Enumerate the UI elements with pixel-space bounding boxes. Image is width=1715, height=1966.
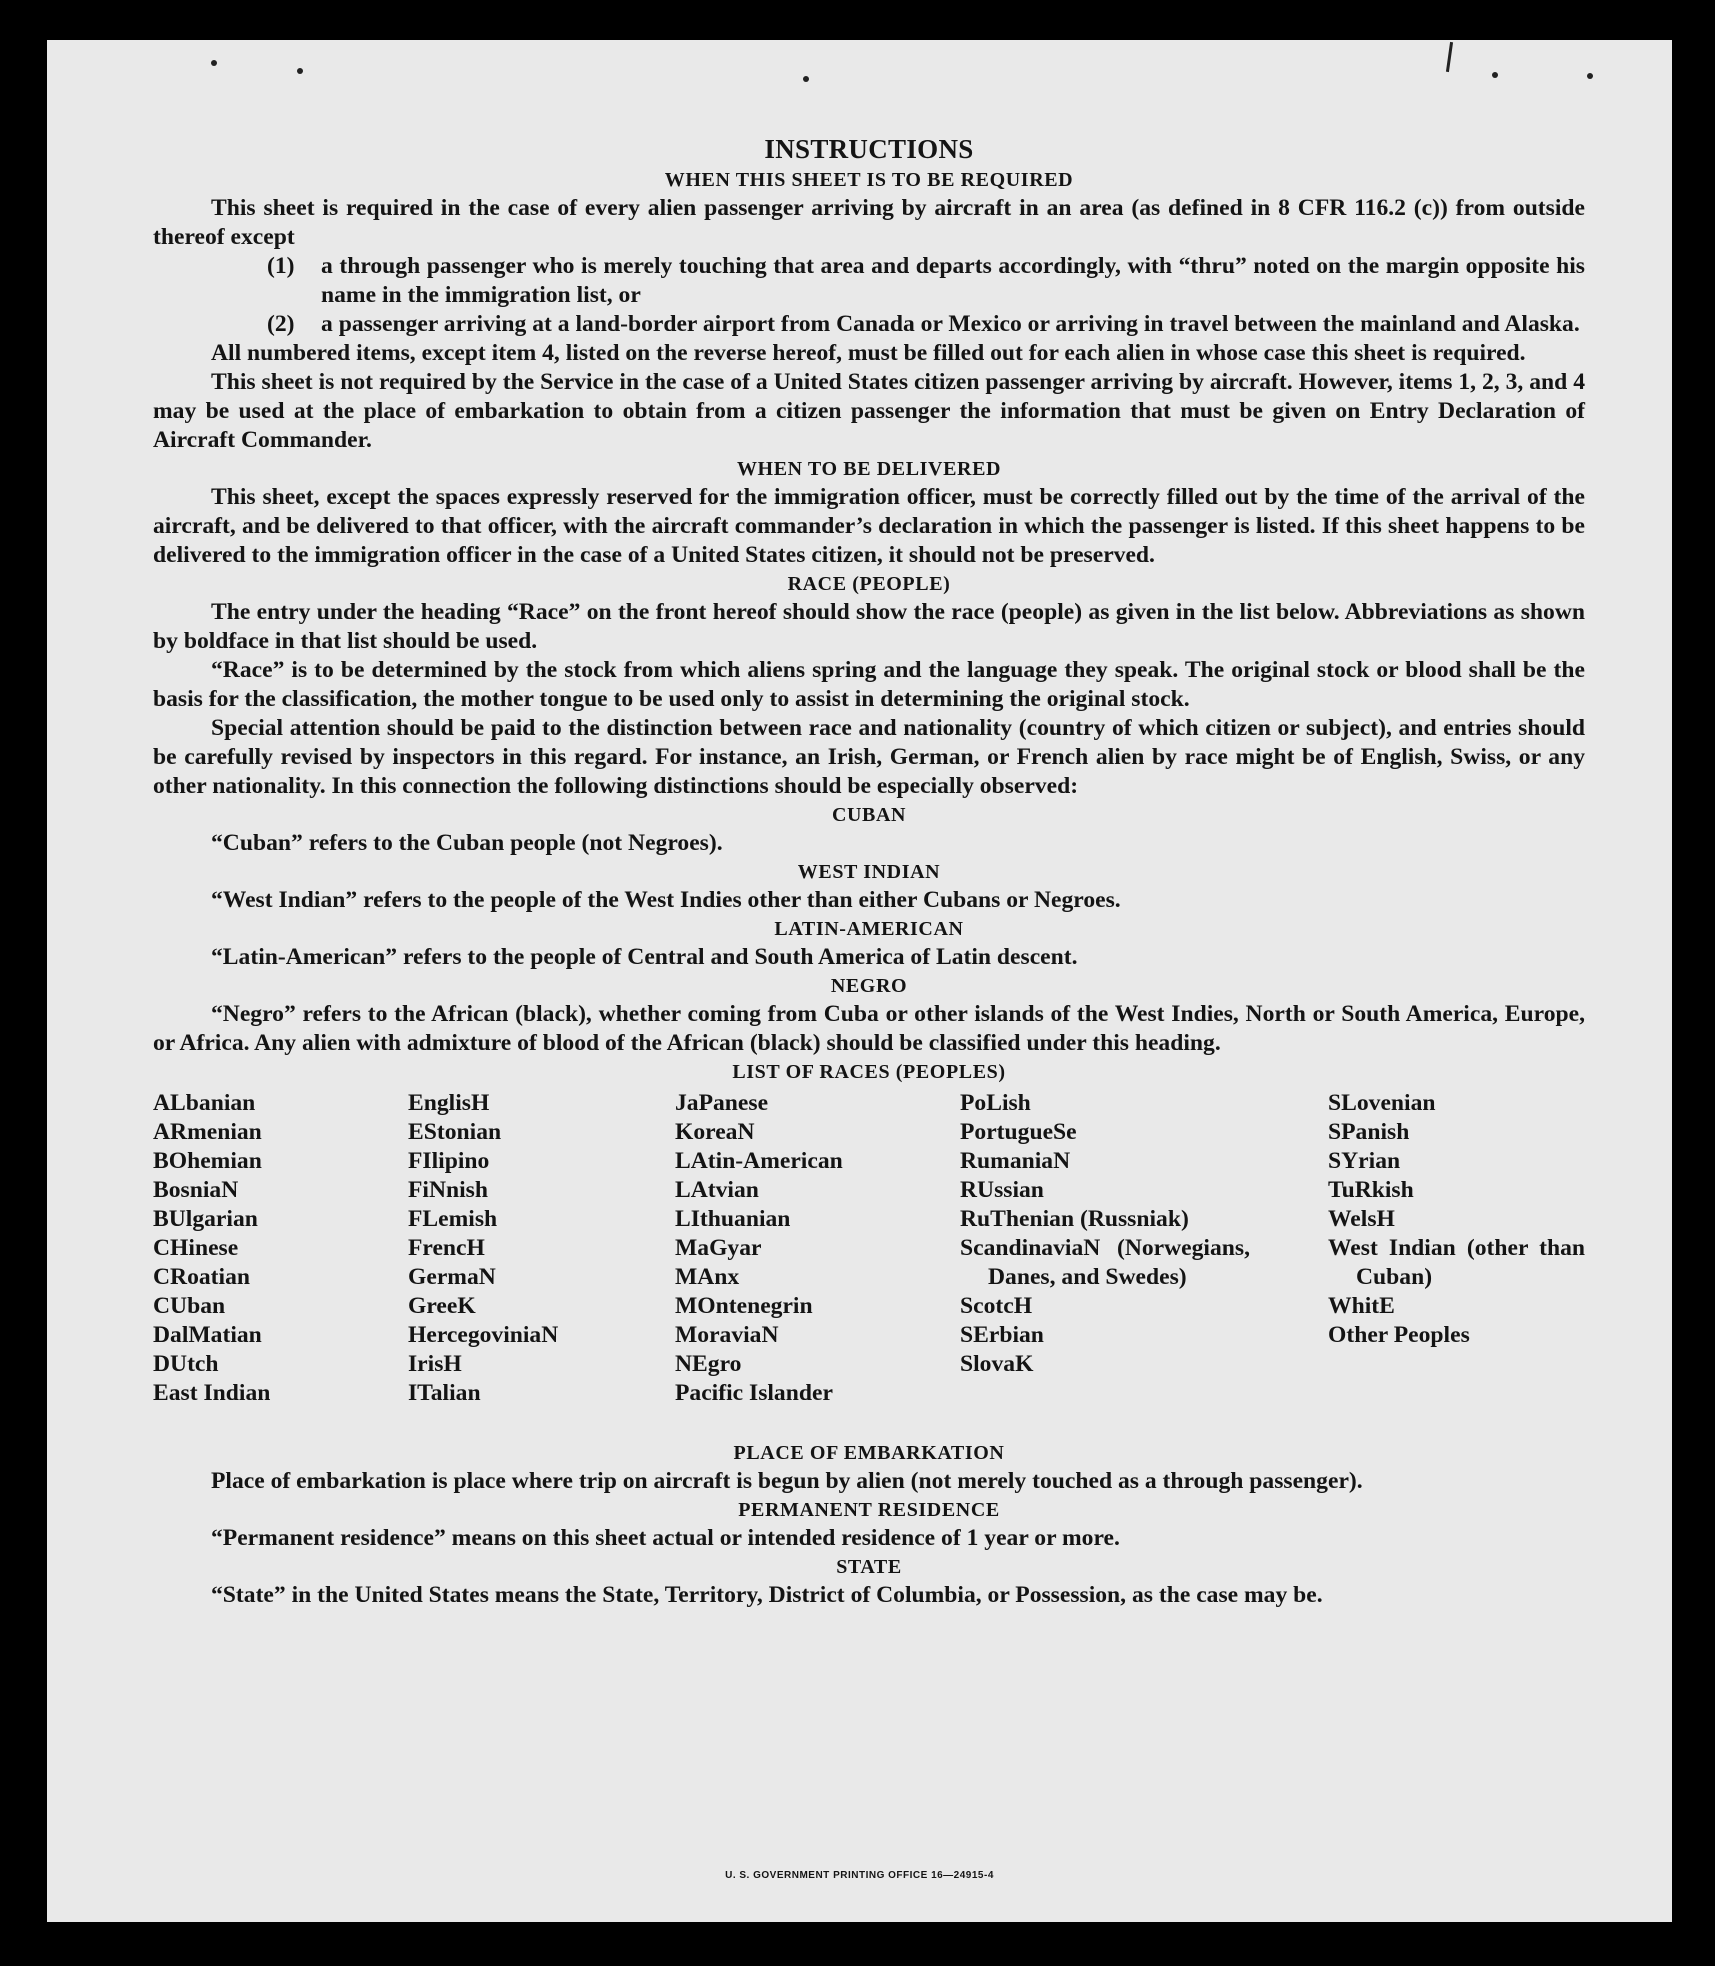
section-heading: WHEN TO BE DELIVERED [736,458,1002,480]
list-item [153,310,1585,339]
paragraph: Special attention should be paid to the distinction between race and nationality (country of which citizen or subject), and entries should be carefully revised by inspectors in this regard. For instance, an Irish, German, or French alien by race might be of English, Swiss, or any other nationality. In this connection the following distinctions should be especially observed: [153,715,1585,799]
race-item: GreeK [408,1293,476,1319]
section-heading: PERMANENT RESIDENCE [738,1499,1000,1521]
race-item: SPanish [1328,1119,1410,1145]
race-item: EnglisH [408,1090,490,1116]
dust-speck [211,60,217,66]
paragraph: This sheet is not required by the Service in the case of a United States citizen passenger arriving by aircraft. However, items 1, 2, 3, and 4 may be used at the place of embarkation to obtain from a citizen passenger the information that must be given on Entry Declaration of Aircraft Commander. [153,369,1585,453]
paragraph: This sheet is required in the case of every alien passenger arriving by aircraft in an area (as defined in 8 CFR 116.2 (c)) from outside thereof except [153,195,1585,250]
race-item: TuRkish [1328,1177,1414,1203]
race-item: HercegoviniaN [408,1322,559,1348]
dust-speck [1492,72,1498,78]
section-heading: WEST INDIAN [797,861,941,883]
section-heading: PLACE OF EMBARKATION [733,1442,1005,1464]
race-item: Pacific Islander [675,1380,833,1406]
printer-imprint: U. S. GOVERNMENT PRINTING OFFICE 16—24915-4 [725,1870,994,1881]
race-item: ARmenian [153,1119,262,1145]
race-item: MAnx [675,1264,740,1290]
race-item: KoreaN [675,1119,755,1145]
race-item: SLovenian [1328,1090,1436,1116]
race-item: LAtvian [675,1177,759,1203]
race-item: MOntenegrin [675,1293,813,1319]
race-item: PortugueSe [960,1119,1077,1145]
race-item: EStonian [408,1119,502,1145]
section-heading: NEGRO [830,975,908,997]
paragraph: “Negro” refers to the African (black), whether coming from Cuba or other islands of the West Indies, North or South America, Europe, or Africa. Any alien with admixture of blood of the African (black) should be classified under this heading. [153,1001,1585,1056]
race-item: BUlgarian [153,1206,258,1232]
race-item: SYrian [1328,1148,1401,1174]
race-item: FIlipino [408,1148,490,1174]
race-column [960,1089,1250,1379]
section-heading: STATE [836,1556,902,1578]
race-item: ALbanian [153,1090,256,1116]
paragraph: “Cuban” refers to the Cuban people (not Negroes). [211,830,723,856]
race-item: LAtin-American [675,1148,843,1174]
dust-speck [1587,73,1593,79]
dust-speck [803,76,809,82]
race-item: CHinese [153,1235,239,1261]
race-item: FiNnish [408,1177,488,1203]
paragraph: All numbered items, except item 4, listed on the reverse hereof, must be filled out for each alien in whose case this sheet is required. [211,340,1526,366]
pen-mark [1446,42,1453,72]
race-item: WelsH [1328,1206,1395,1232]
race-item: LIthuanian [675,1206,791,1232]
race-item: CRoatian [153,1264,251,1290]
list-item [153,252,1585,310]
race-item: East Indian [153,1380,271,1406]
section-heading: LIST OF RACES (PEOPLES) [732,1061,1006,1083]
race-column [675,1089,843,1408]
paragraph: The entry under the heading “Race” on the front hereof should show the race (people) as given in the list below. Abbreviations as shown by boldface in that list should be used. [153,599,1585,654]
paragraph: “Latin-American” refers to the people of Central and South America of Latin descent. [211,944,1078,970]
race-item: SErbian [960,1322,1044,1348]
race-item: RUssian [960,1177,1044,1203]
dust-speck [297,68,303,74]
section-heading: CUBAN [831,804,907,826]
race-item: SlovaK [960,1351,1034,1377]
race-item: DUtch [153,1351,219,1377]
race-item: RumaniaN [960,1148,1071,1174]
race-item: IrisH [408,1351,462,1377]
paragraph: Place of embarkation is place where trip on aircraft is begun by alien (not merely touched as a through passenger). [211,1468,1363,1494]
race-item: WhitE [1328,1293,1395,1319]
paragraph: “West Indian” refers to the people of the West Indies other than either Cubans or Negroes. [211,887,1121,913]
paragraph: “Race” is to be determined by the stock from which aliens spring and the language they speak. The original stock or blood shall be the basis for the classification, the mother tongue to be used only to assist in determining the original stock. [153,657,1585,712]
race-list [153,1089,1585,1439]
race-item: West Indian (other than Cuban) [1328,1235,1585,1290]
page-title: INSTRUCTIONS [764,134,974,164]
section-heading: LATIN-AMERICAN [774,918,964,940]
race-item: CUban [153,1293,226,1319]
race-item: RuThenian (Russniak) [960,1206,1189,1232]
item-text: a through passenger who is merely touching that area and departs accordingly, with “thru” noted on the margin opposite his name in the immigration list, or [321,253,1585,308]
paragraph: “Permanent residence” means on this sheet actual or intended residence of 1 year or more. [211,1525,1120,1551]
race-item: BOhemian [153,1148,262,1174]
document-page [47,40,1672,1922]
race-item: MoraviaN [675,1322,779,1348]
race-column [408,1089,558,1408]
race-item: GermaN [408,1264,496,1290]
race-item: DalMatian [153,1322,262,1348]
race-item: Other Peoples [1328,1322,1470,1348]
race-item: PoLish [960,1090,1031,1116]
section-heading: WHEN THIS SHEET IS TO BE REQUIRED [664,169,1074,191]
paragraph: This sheet, except the spaces expressly reserved for the immigration officer, must be correctly filled out by the time of the arrival of the aircraft, and be delivered to that officer, with the aircraft commander’s declaration in which the passenger is listed. If this sheet happens to be delivered to the immigration officer in the case of a United States citizen, it should not be preserved. [153,484,1585,568]
instructions-body [153,132,1585,1610]
race-item: FLemish [408,1206,498,1232]
section-heading: RACE (PEOPLE) [787,573,951,595]
item-number: (2) [267,311,295,337]
race-item: JaPanese [675,1090,769,1116]
race-item: FrencH [408,1235,485,1261]
paragraph: “State” in the United States means the State, Territory, District of Columbia, or Possession, as the case may be. [211,1582,1323,1608]
race-item: BosniaN [153,1177,239,1203]
item-text: a passenger arriving at a land-border airport from Canada or Mexico or arriving in travel between the mainland and Alaska. [321,311,1580,337]
race-column [1328,1089,1585,1350]
race-item: MaGyar [675,1235,762,1261]
race-column [153,1089,270,1408]
item-number: (1) [267,253,295,279]
race-item: ITalian [408,1380,481,1406]
race-item: NEgro [675,1351,742,1377]
race-item: ScotcH [960,1293,1033,1319]
race-item: ScandinaviaN (Norwegians, Danes, and Swedes) [960,1235,1250,1290]
